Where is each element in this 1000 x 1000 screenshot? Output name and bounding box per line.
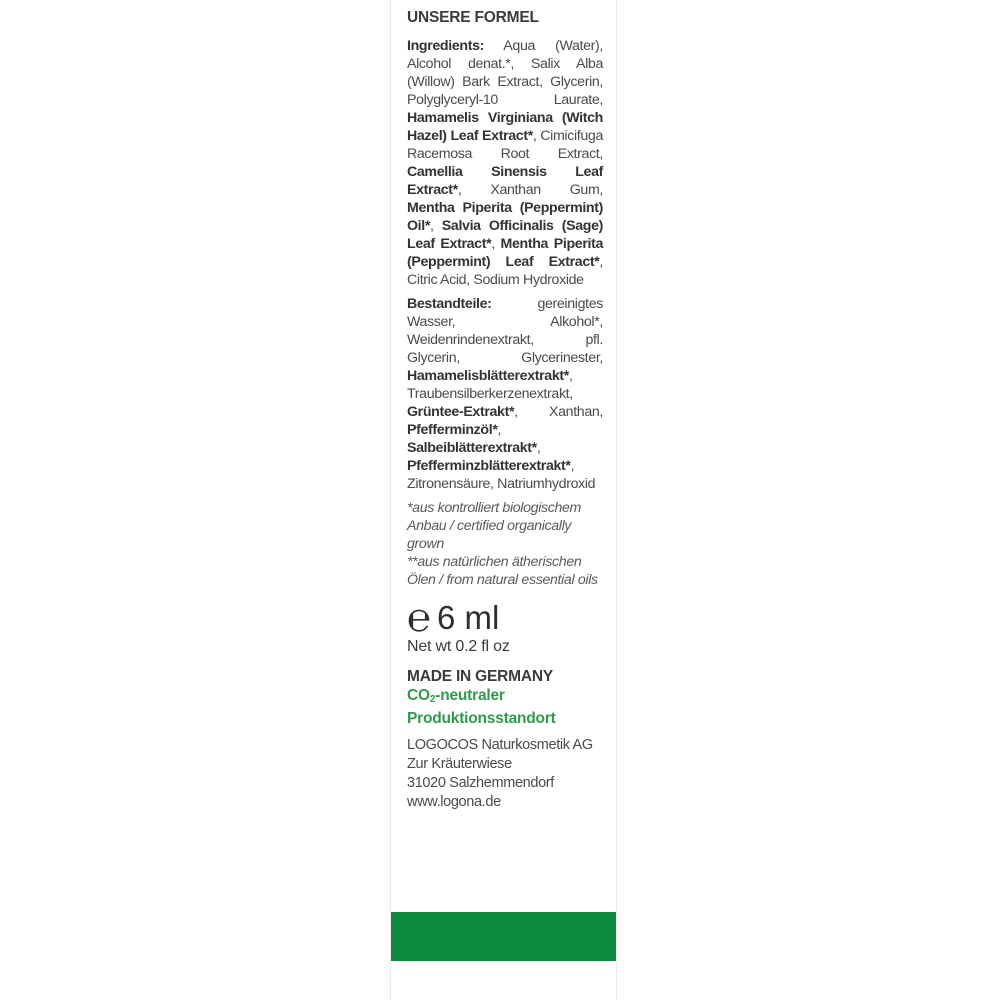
company-name: LOGOCOS Naturkosmetik AG: [407, 737, 593, 753]
ingredient-text: , Zitronensäure, Natriumhydroxid: [407, 458, 596, 492]
company-city: 31020 Salzhemmendorf: [407, 775, 554, 791]
volume-row: [407, 596, 603, 640]
section-heading: UNSERE FORMEL: [407, 9, 539, 26]
ingredient-text: , Xanthan,: [514, 404, 603, 420]
ingredient-highlight: Mentha Piperita (Peppermint) Leaf Extract*: [407, 236, 603, 270]
label-content: [407, 8, 603, 812]
ingredient-highlight: Pfefferminzöl*: [407, 422, 498, 438]
ingredient-text: ,: [497, 422, 502, 438]
ingredients-en-label: Ingredients:: [407, 38, 484, 54]
ingredient-text: , Cimicifuga Racemosa Root Extract,: [407, 128, 603, 162]
company-street: Zur Kräuterwiese: [407, 756, 512, 772]
ingredient-highlight: Hamamelis Virginiana (Witch Hazel) Leaf Extract*: [407, 110, 603, 144]
product-label-panel: [390, 0, 617, 1000]
volume-value: 6 ml: [437, 599, 500, 636]
company-address: [407, 736, 603, 812]
ingredient-text: ,: [430, 218, 442, 234]
ingredient-highlight: Salvia Officinalis (Sage) Leaf Extract*: [407, 218, 604, 252]
ingredients-de-paragraph: [407, 295, 603, 493]
co2-prefix: CO: [407, 687, 430, 704]
made-in-germany: MADE IN GERMANY: [407, 668, 553, 685]
co2-neutral-statement: [407, 686, 603, 728]
company-website: www.logona.de: [407, 794, 501, 810]
ingredient-text: gereinigtes Wasser, Alkohol*, Weidenrindenextrakt, pfl. Glycerin, Glycerinester,: [407, 296, 603, 366]
footnote-essential-oils: **aus natürlichen ätherischen Ölen / from natural essential oils: [407, 554, 598, 588]
net-weight: Net wt 0.2 fl oz: [407, 638, 510, 655]
ingredient-highlight: Salbeiblätterextrakt*: [407, 440, 537, 456]
brand-green-bar: [391, 912, 616, 961]
ingredient-highlight: Pfefferminzblätterextrakt*: [407, 458, 571, 474]
ingredient-text: , Traubensilberkerzenextrakt,: [407, 368, 573, 402]
ingredient-highlight: Mentha Piperita (Peppermint) Oil*: [407, 200, 603, 234]
co2-rest: -neutraler Produktionsstandort: [407, 687, 556, 727]
ingredient-highlight: Grüntee-Extrakt*: [407, 404, 515, 420]
ingredient-text: Aqua (Water), Alcohol denat.*, Salix Alba (Willow) Bark Extract, Glycerin, Polyglyceryl-10 Laurate,: [407, 38, 604, 108]
co2-subscript: 2: [429, 694, 436, 705]
ingredient-text: , Xanthan Gum,: [457, 182, 603, 198]
ingredient-highlight: Hamamelisblätterextrakt*: [407, 368, 569, 384]
ingredient-text: ,: [536, 440, 541, 456]
ingredients-en-paragraph: [407, 37, 603, 289]
footnote-organic: *aus kontrolliert biologischem Anbau / certified organically grown: [407, 500, 582, 552]
footnotes: [407, 499, 603, 589]
ingredients-de-label: Bestandteile:: [407, 296, 492, 312]
estimated-sign-icon: ℮: [407, 596, 432, 640]
ingredient-text: ,: [491, 236, 501, 252]
ingredient-text: , Citric Acid, Sodium Hydroxide: [407, 254, 603, 288]
ingredient-highlight: Camellia Sinensis Leaf Extract*: [407, 164, 603, 198]
